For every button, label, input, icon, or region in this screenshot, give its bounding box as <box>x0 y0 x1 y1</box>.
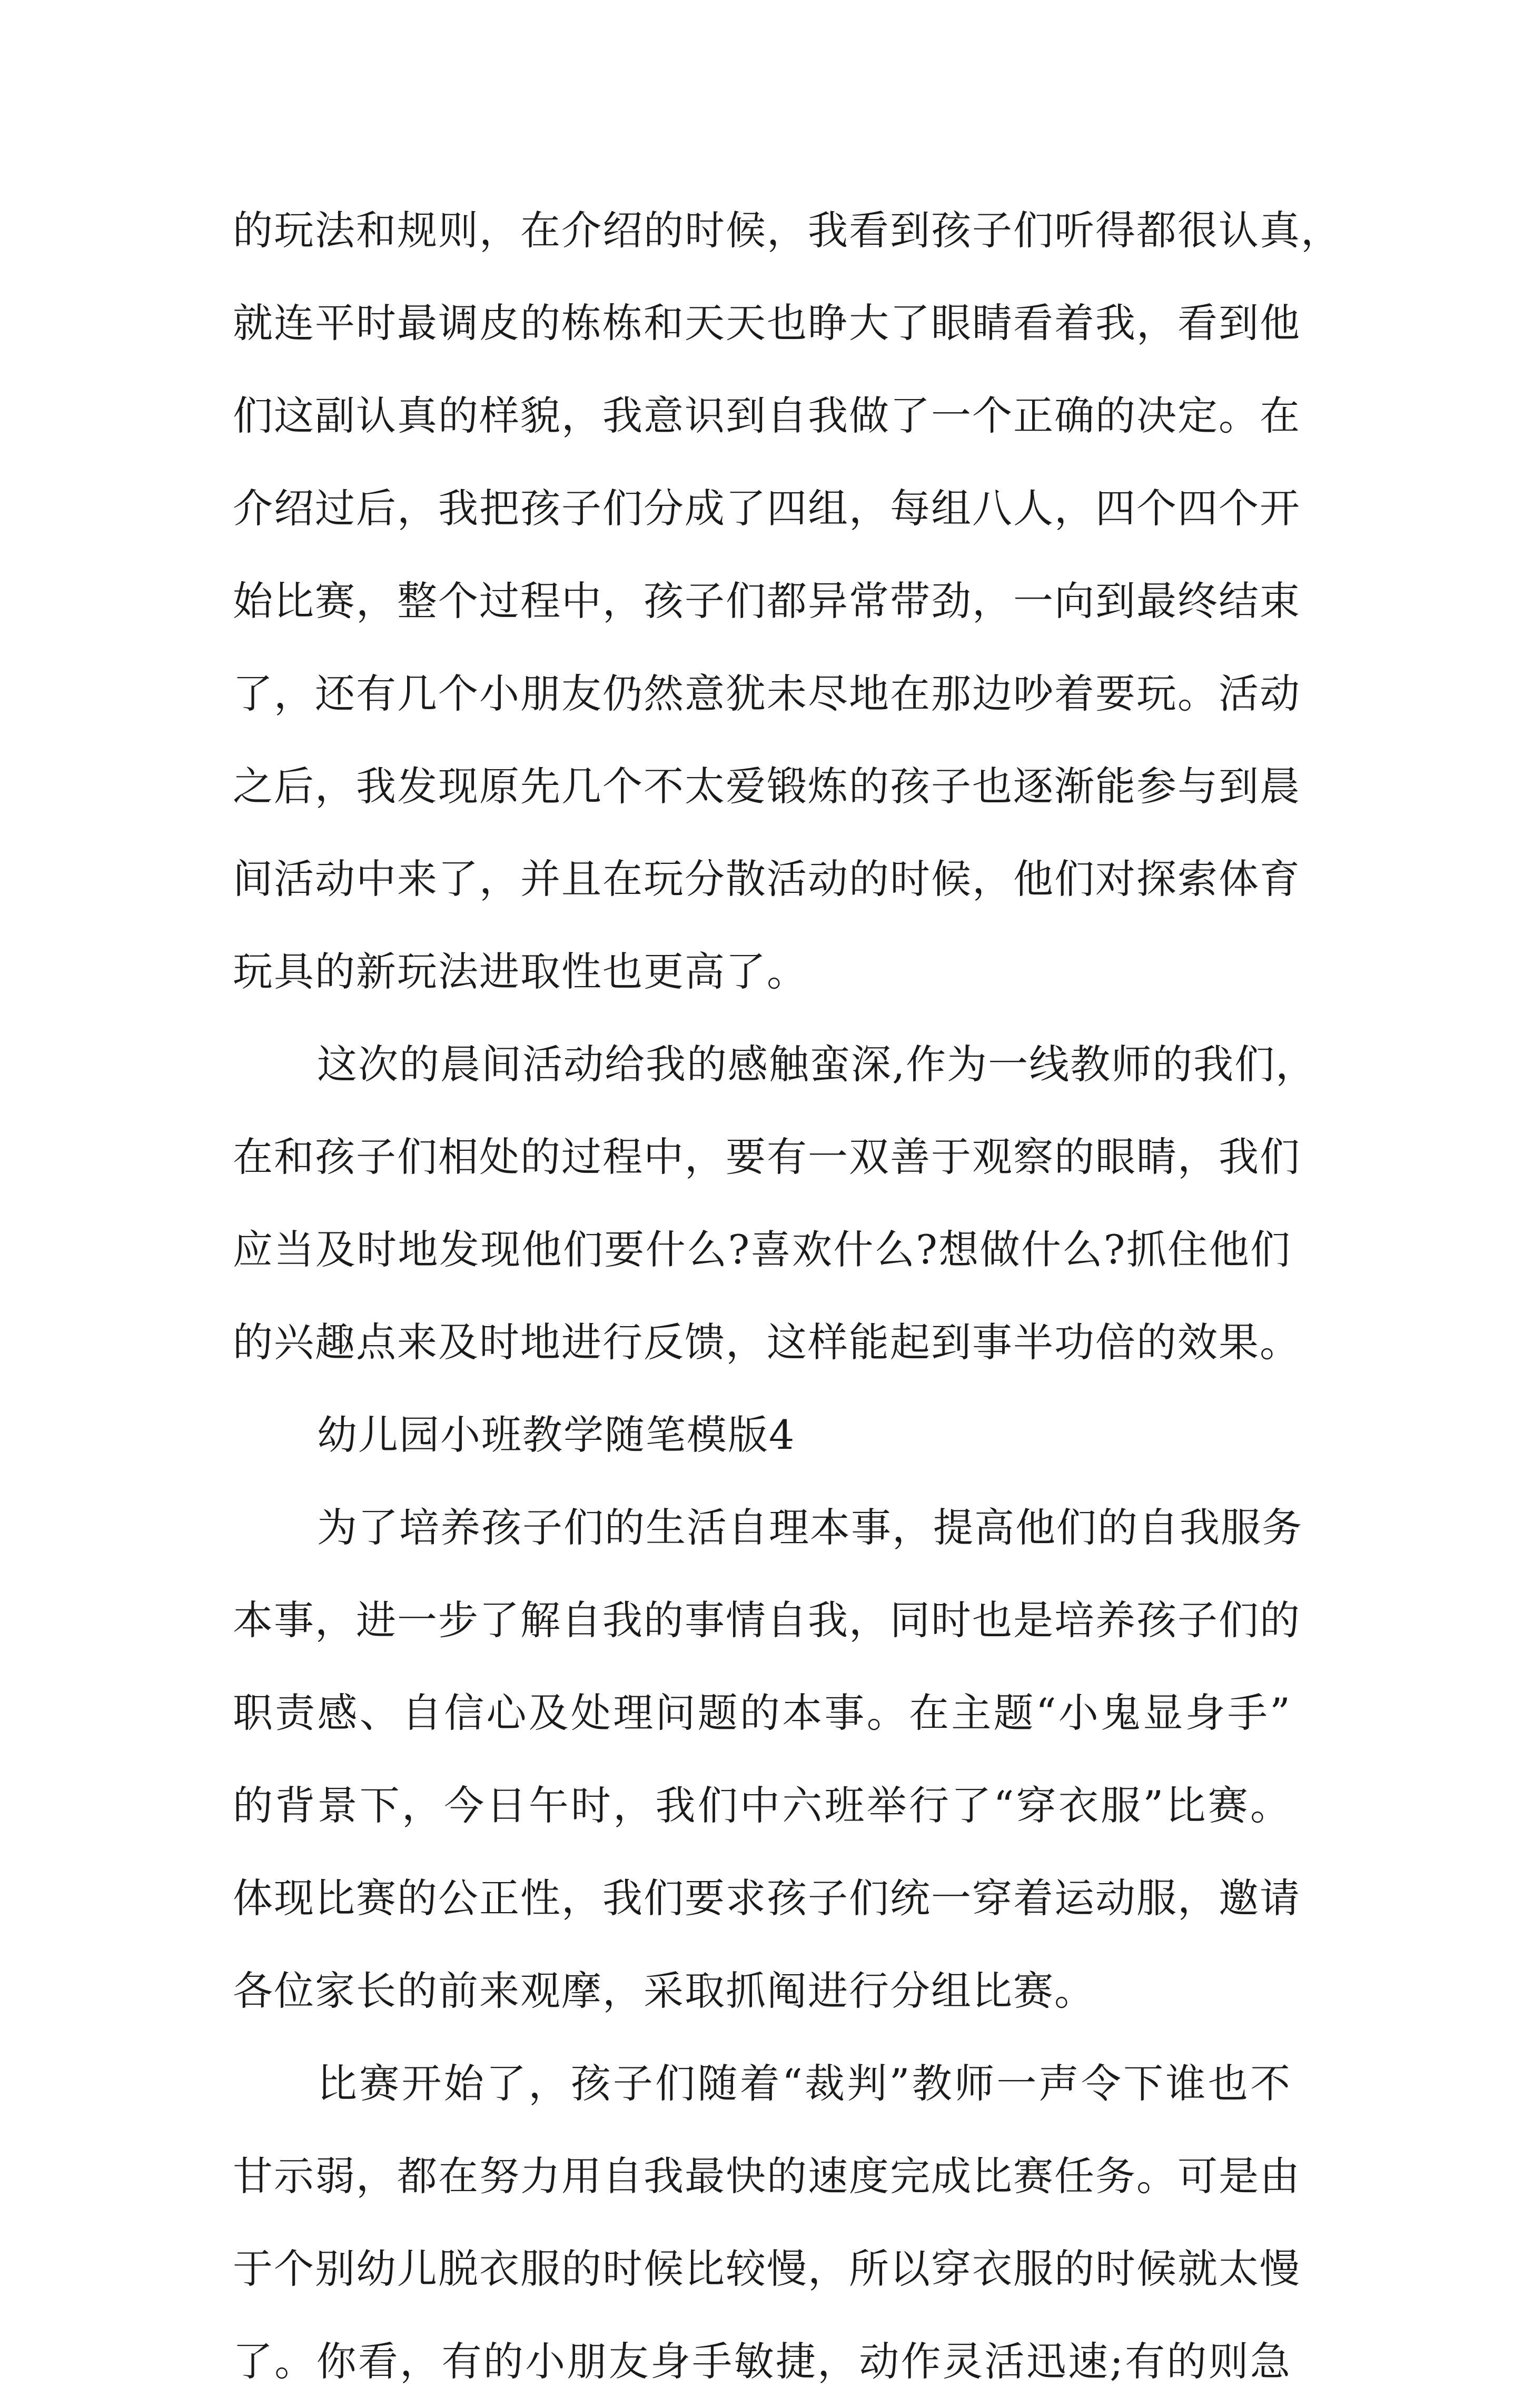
text-line: 介绍过后，我把孩子们分成了四组，每组八人，四个四个开 <box>233 485 1301 532</box>
text-line: 就连平时最调皮的栋栋和天天也睁大了眼睛看着我，看到他 <box>233 300 1301 346</box>
paragraph-start-line: 比赛开始了，孩子们随着“裁判”教师一声令下谁也不 <box>317 2060 1291 2107</box>
text-line: 的玩法和规则，在介绍的时候，我看到孩子们听得都很认真， <box>233 207 1342 254</box>
text-line: 各位家长的前来观摩，采取抓阄进行分组比赛。 <box>233 1967 1095 2014</box>
text-line: 于个别幼儿脱衣服的时候比较慢，所以穿衣服的时候就太慢 <box>233 2245 1301 2292</box>
text-line: 玩具的新玩法进取性也更高了。 <box>233 948 808 995</box>
text-line: 的兴趣点来及时地进行反馈，这样能起到事半功倍的效果。 <box>233 1319 1301 1366</box>
document-body <box>233 184 1342 2408</box>
text-line: 了。你看，有的小朋友身手敏捷，动作灵活迅速;有的则急 <box>233 2338 1291 2385</box>
paragraph-start-line: 为了培养孩子们的生活自理本事，提高他们的自我服务 <box>317 1504 1303 1551</box>
text-line: 甘示弱，都在努力用自我最快的速度完成比赛任务。可是由 <box>233 2153 1301 2200</box>
text-line: 本事，进一步了解自我的事情自我，同时也是培养孩子们的 <box>233 1597 1301 1644</box>
text-line: 应当及时地发现他们要什么?喜欢什么?想做什么?抓住他们 <box>233 1226 1291 1273</box>
paragraph-start-line: 这次的晨间活动给我的感触蛮深,作为一线教师的我们， <box>317 1041 1317 1088</box>
text-line: 们这副认真的样貌，我意识到自我做了一个正确的决定。在 <box>233 392 1301 439</box>
section-heading: 幼儿园小班教学随笔模版4 <box>317 1411 796 1458</box>
text-line: 始比赛，整个过程中，孩子们都异常带劲，一向到最终结束 <box>233 578 1301 624</box>
text-line: 在和孩子们相处的过程中，要有一双善于观察的眼睛，我们 <box>233 1133 1301 1180</box>
text-line: 之后，我发现原先几个不太爱锻炼的孩子也逐渐能参与到晨 <box>233 763 1301 810</box>
text-line: 了，还有几个小朋友仍然意犹未尽地在那边吵着要玩。活动 <box>233 670 1301 717</box>
text-line: 体现比赛的公正性，我们要求孩子们统一穿着运动服，邀请 <box>233 1875 1301 1922</box>
text-line: 的背景下，今日午时，我们中六班举行了“穿衣服”比赛。 <box>233 1782 1291 1829</box>
text-line: 间活动中来了，并且在玩分散活动的时候，他们对探索体育 <box>233 855 1301 902</box>
text-line: 职责感、自信心及处理问题的本事。在主题“小鬼显身手” <box>233 1689 1291 1736</box>
